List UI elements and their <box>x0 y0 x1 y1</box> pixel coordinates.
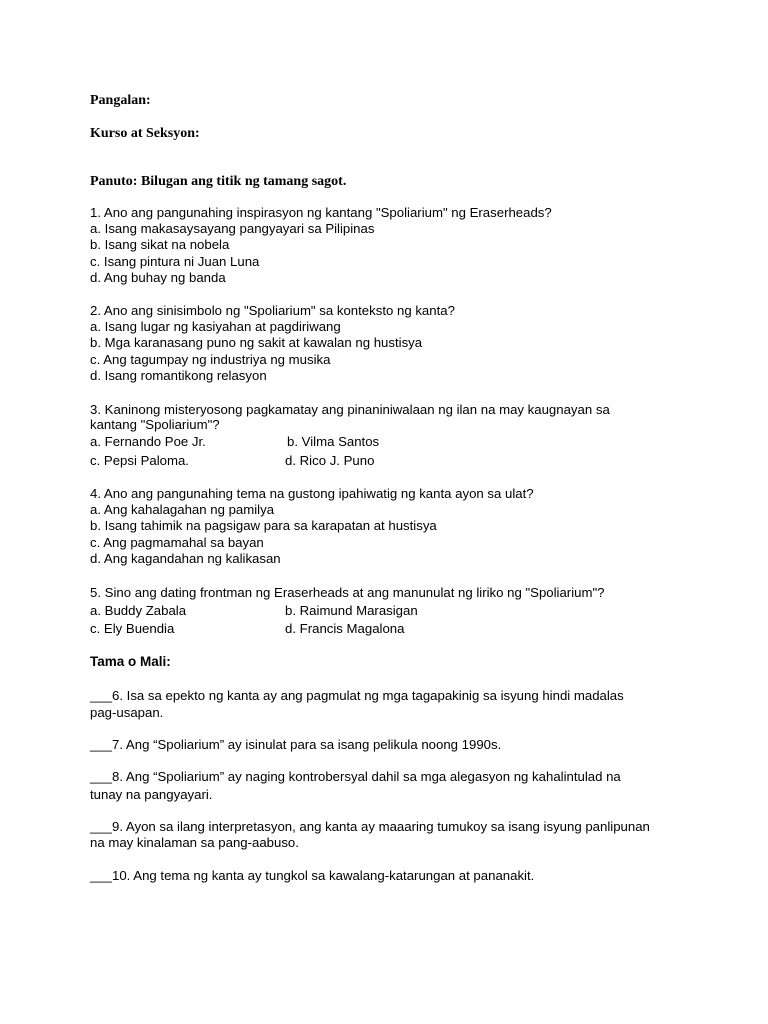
choice-2d: d. Isang romantikong relasyon <box>90 368 267 383</box>
instructions: Panuto: Bilugan ang titik ng tamang sagot. <box>90 174 347 189</box>
true-false-item-7: ___7. Ang “Spoliarium” ay isinulat para sa isang pelikula noong 1990s. <box>90 737 502 752</box>
choice-4a: a. Ang kahalagahan ng pamilya <box>90 502 275 517</box>
question-3-line-1: 3. Kaninong misteryosong pagkamatay ang pinaniniwalaan ng ilan na may kaugnayan sa <box>90 402 610 417</box>
true-false-item-8-line-2: tunay na pangyayari. <box>90 787 213 802</box>
question-5: 5. Sino ang dating frontman ng Eraserheads at ang manunulat ng liriko ng "Spoliarium"? <box>90 585 605 600</box>
choice-5b: b. Raimund Marasigan <box>285 603 418 618</box>
true-false-item-9-line-2: na may kinalaman sa pang-aabuso. <box>90 835 299 850</box>
choice-2c: c. Ang tagumpay ng industriya ng musika <box>90 352 331 367</box>
true-false-item-10: ___10. Ang tema ng kanta ay tungkol sa kawalang-katarungan at pananakit. <box>90 868 535 883</box>
question-1: 1. Ano ang pangunahing inspirasyon ng kantang "Spoliarium" ng Eraserheads? <box>90 205 552 220</box>
choice-row-3ab <box>90 434 690 451</box>
choice-5a: a. Buddy Zabala <box>90 603 187 618</box>
true-false-item-6-line-1: ___6. Isa sa epekto ng kanta ay ang pagmulat ng mga tagapakinig sa isyung hindi madalas <box>90 688 624 703</box>
choice-3a: a. Fernando Poe Jr. <box>90 434 206 449</box>
choice-1c: c. Isang pintura ni Juan Luna <box>90 254 260 269</box>
choice-row-5ab <box>90 603 690 620</box>
choice-3d: d. Rico J. Puno <box>285 453 375 468</box>
choice-2a: a. Isang lugar ng kasiyahan at pagdiriwang <box>90 319 341 334</box>
choice-row-3cd <box>90 453 690 470</box>
choice-3b: b. Vilma Santos <box>287 434 380 449</box>
choice-4c: c. Ang pagmamahal sa bayan <box>90 535 264 550</box>
question-3-line-2: kantang "Spoliarium"? <box>90 417 220 432</box>
choice-5c: c. Ely Buendia <box>90 621 175 636</box>
true-false-heading: Tama o Mali: <box>90 654 171 669</box>
choice-1d: d. Ang buhay ng banda <box>90 270 226 285</box>
true-false-item-6-line-2: pag-usapan. <box>90 705 164 720</box>
name-label: Pangalan: <box>90 93 151 108</box>
choice-4b: b. Isang tahimik na pagsigaw para sa karapatan at hustisya <box>90 518 437 533</box>
course-section-label: Kurso at Seksyon: <box>90 126 200 141</box>
choice-4d: d. Ang kagandahan ng kalikasan <box>90 551 281 566</box>
choice-5d: d. Francis Magalona <box>285 621 405 636</box>
choice-3c: c. Pepsi Paloma. <box>90 453 189 468</box>
choice-2b: b. Mga karanasang puno ng sakit at kawalan ng hustisya <box>90 335 423 350</box>
choice-1b: b. Isang sikat na nobela <box>90 237 230 252</box>
question-4: 4. Ano ang pangunahing tema na gustong ipahiwatig ng kanta ayon sa ulat? <box>90 486 534 501</box>
choice-1a: a. Isang makasaysayang pangyayari sa Pilipinas <box>90 221 375 236</box>
true-false-item-8-line-1: ___8. Ang “Spoliarium” ay naging kontrobersyal dahil sa mga alegasyon ng kahalintulad na <box>90 769 621 784</box>
question-2: 2. Ano ang sinisimbolo ng "Spoliarium" sa konteksto ng kanta? <box>90 303 455 318</box>
choice-row-5cd <box>90 621 690 638</box>
true-false-item-9-line-1: ___9. Ayon sa ilang interpretasyon, ang kanta ay maaaring tumukoy sa isang isyung panlipunan <box>90 819 650 834</box>
